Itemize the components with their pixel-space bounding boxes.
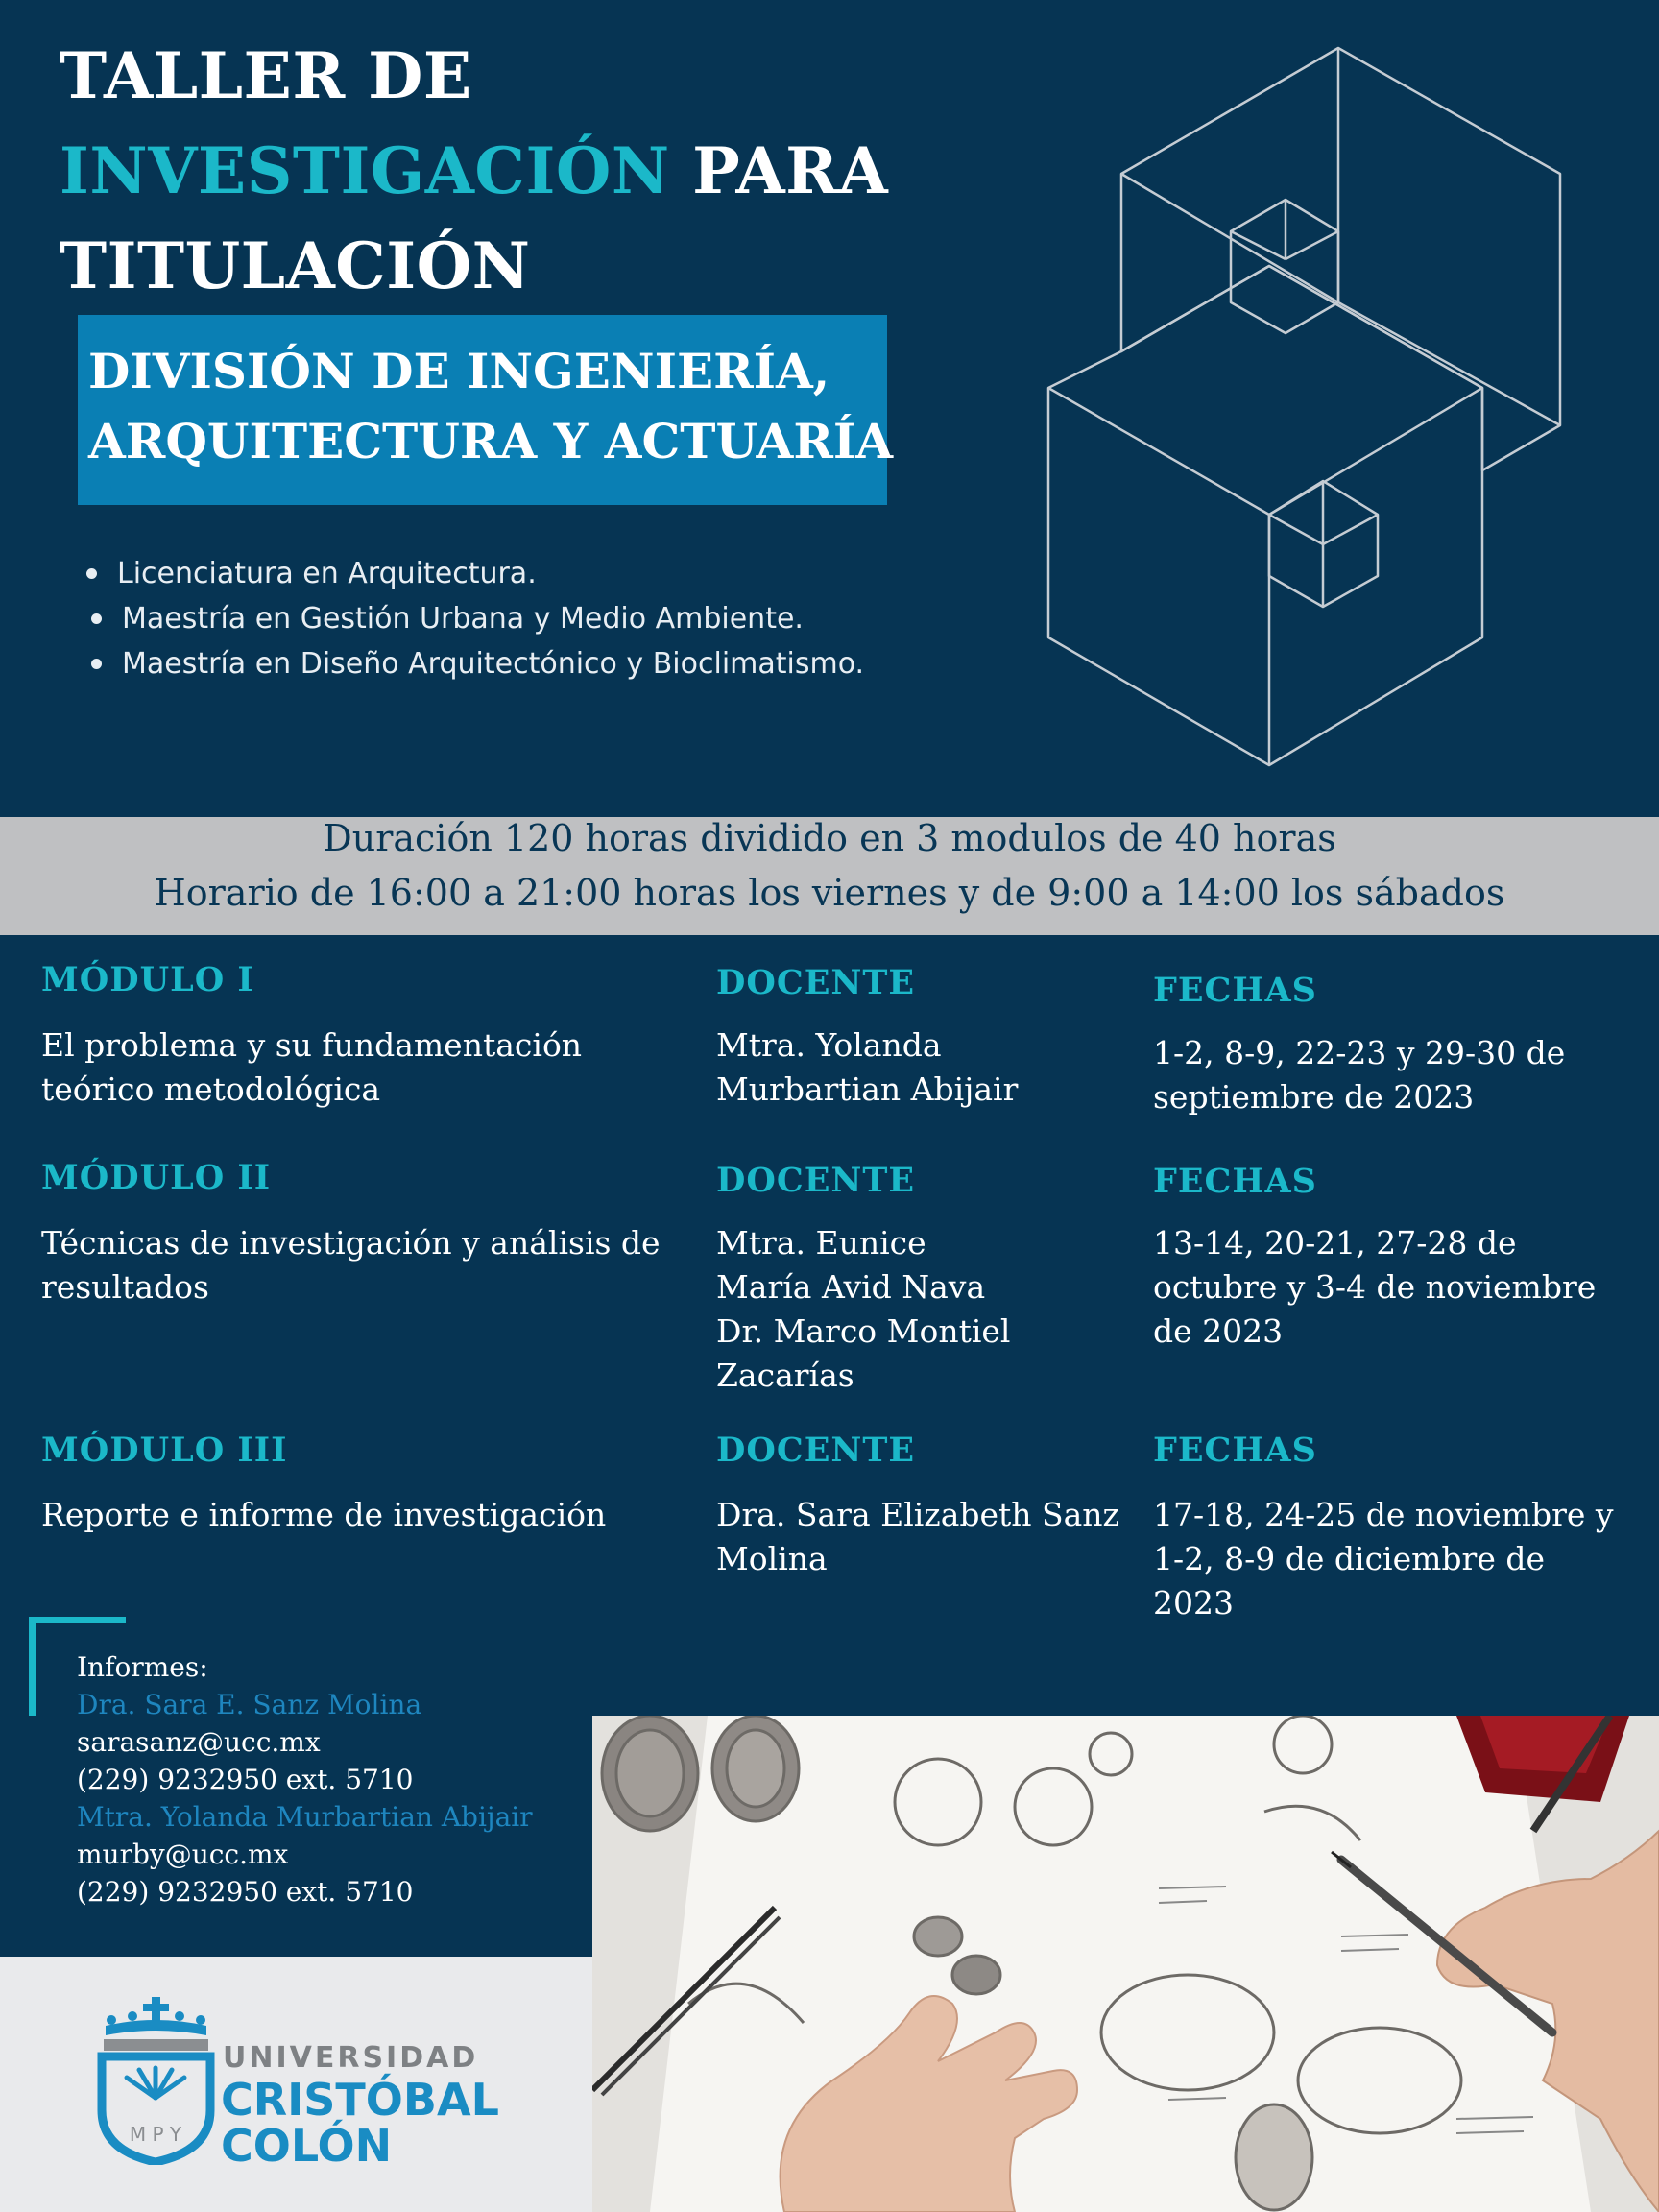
duration-text: Duración 120 horas dividido en 3 modulos de 40 horas [323, 817, 1336, 859]
logo-monogram: M P Y [129, 2123, 182, 2146]
contact-name: Mtra. Yolanda Murbartian Abijair [77, 1801, 533, 1833]
contact-phone: (229) 9232950 ext. 5710 [77, 1876, 414, 1908]
module-heading: MÓDULO I [41, 960, 254, 999]
title-line-3: TITULACIÓN [60, 228, 531, 303]
sketch-photo-illustration [592, 1716, 1659, 2212]
contact-label: Informes: [77, 1651, 208, 1683]
module-topic: Reporte e informe de investigación [41, 1496, 607, 1533]
dates-heading: FECHAS [1153, 1431, 1317, 1470]
title-line-2-rest: PARA [669, 133, 889, 208]
contact-info [77, 1648, 533, 1911]
logo-text-cristobal: CRISTÓBAL [221, 2074, 499, 2126]
contact-email[interactable]: sarasanz@ucc.mx [77, 1726, 321, 1758]
timetable-text: Horario de 16:00 a 21:00 horas los viernes y de 9:00 a 14:00 los sábados [154, 872, 1505, 914]
dates-heading: FECHAS [1153, 971, 1317, 1010]
teacher-heading: DOCENTE [716, 963, 916, 1002]
logo-text-universidad: UNIVERSIDAD [223, 2041, 479, 2075]
program-item: Maestría en Diseño Arquitectónico y Bioclimatismo. [91, 641, 864, 686]
title-line-2 [60, 124, 888, 219]
program-list [86, 551, 864, 686]
contact-email[interactable]: murby@ucc.mx [77, 1839, 289, 1870]
contact-name: Dra. Sara E. Sanz Molina [77, 1689, 422, 1720]
module-dates: 1-2, 8-9, 22-23 y 29-30 de septiembre de 2023 [1153, 1034, 1566, 1116]
jewelry-sketch-photo [592, 1716, 1659, 2212]
title-accent-word: INVESTIGACIÓN [60, 133, 670, 208]
teacher-name: Mtra. Eunice María Avid Nava Dr. Marco Montiel Zacarías [716, 1224, 1011, 1394]
title-line-1: TALLER DE [60, 38, 472, 113]
teacher-heading: DOCENTE [716, 1161, 916, 1200]
program-item: Licenciatura en Arquitectura. [86, 551, 864, 596]
division-name [88, 336, 893, 476]
division-line-2: ARQUITECTURA Y ACTUARÍA [88, 413, 894, 469]
schedule-band [0, 817, 1659, 935]
logo-text-colon: COLÓN [221, 2120, 393, 2172]
contact-frame-corner [29, 1617, 36, 1716]
contact-phone: (229) 9232950 ext. 5710 [77, 1764, 414, 1795]
module-dates: 13-14, 20-21, 27-28 de octubre y 3-4 de noviembre de 2023 [1153, 1224, 1597, 1350]
division-line-1: DIVISIÓN DE INGENIERÍA, [88, 343, 830, 399]
isometric-cube-illustration [1037, 43, 1575, 773]
teacher-name: Mtra. Yolanda Murbartian Abijair [716, 1026, 1019, 1108]
university-logo-area [0, 1957, 593, 2212]
module-topic: Técnicas de investigación y análisis de resultados [41, 1224, 661, 1306]
program-item: Maestría en Gestión Urbana y Medio Ambiente. [91, 596, 864, 641]
page-title [60, 29, 888, 314]
module-dates: 17-18, 24-25 de noviembre y 1-2, 8-9 de diciembre de 2023 [1153, 1496, 1614, 1622]
dates-heading: FECHAS [1153, 1162, 1317, 1201]
module-topic: El problema y su fundamentación teórico metodológica [41, 1026, 583, 1108]
teacher-name: Dra. Sara Elizabeth Sanz Molina [716, 1496, 1119, 1577]
contact-frame-corner [29, 1617, 126, 1623]
shield-logo-icon [96, 1997, 216, 2165]
module-heading: MÓDULO III [41, 1431, 288, 1470]
module-heading: MÓDULO II [41, 1158, 272, 1197]
teacher-heading: DOCENTE [716, 1431, 916, 1470]
